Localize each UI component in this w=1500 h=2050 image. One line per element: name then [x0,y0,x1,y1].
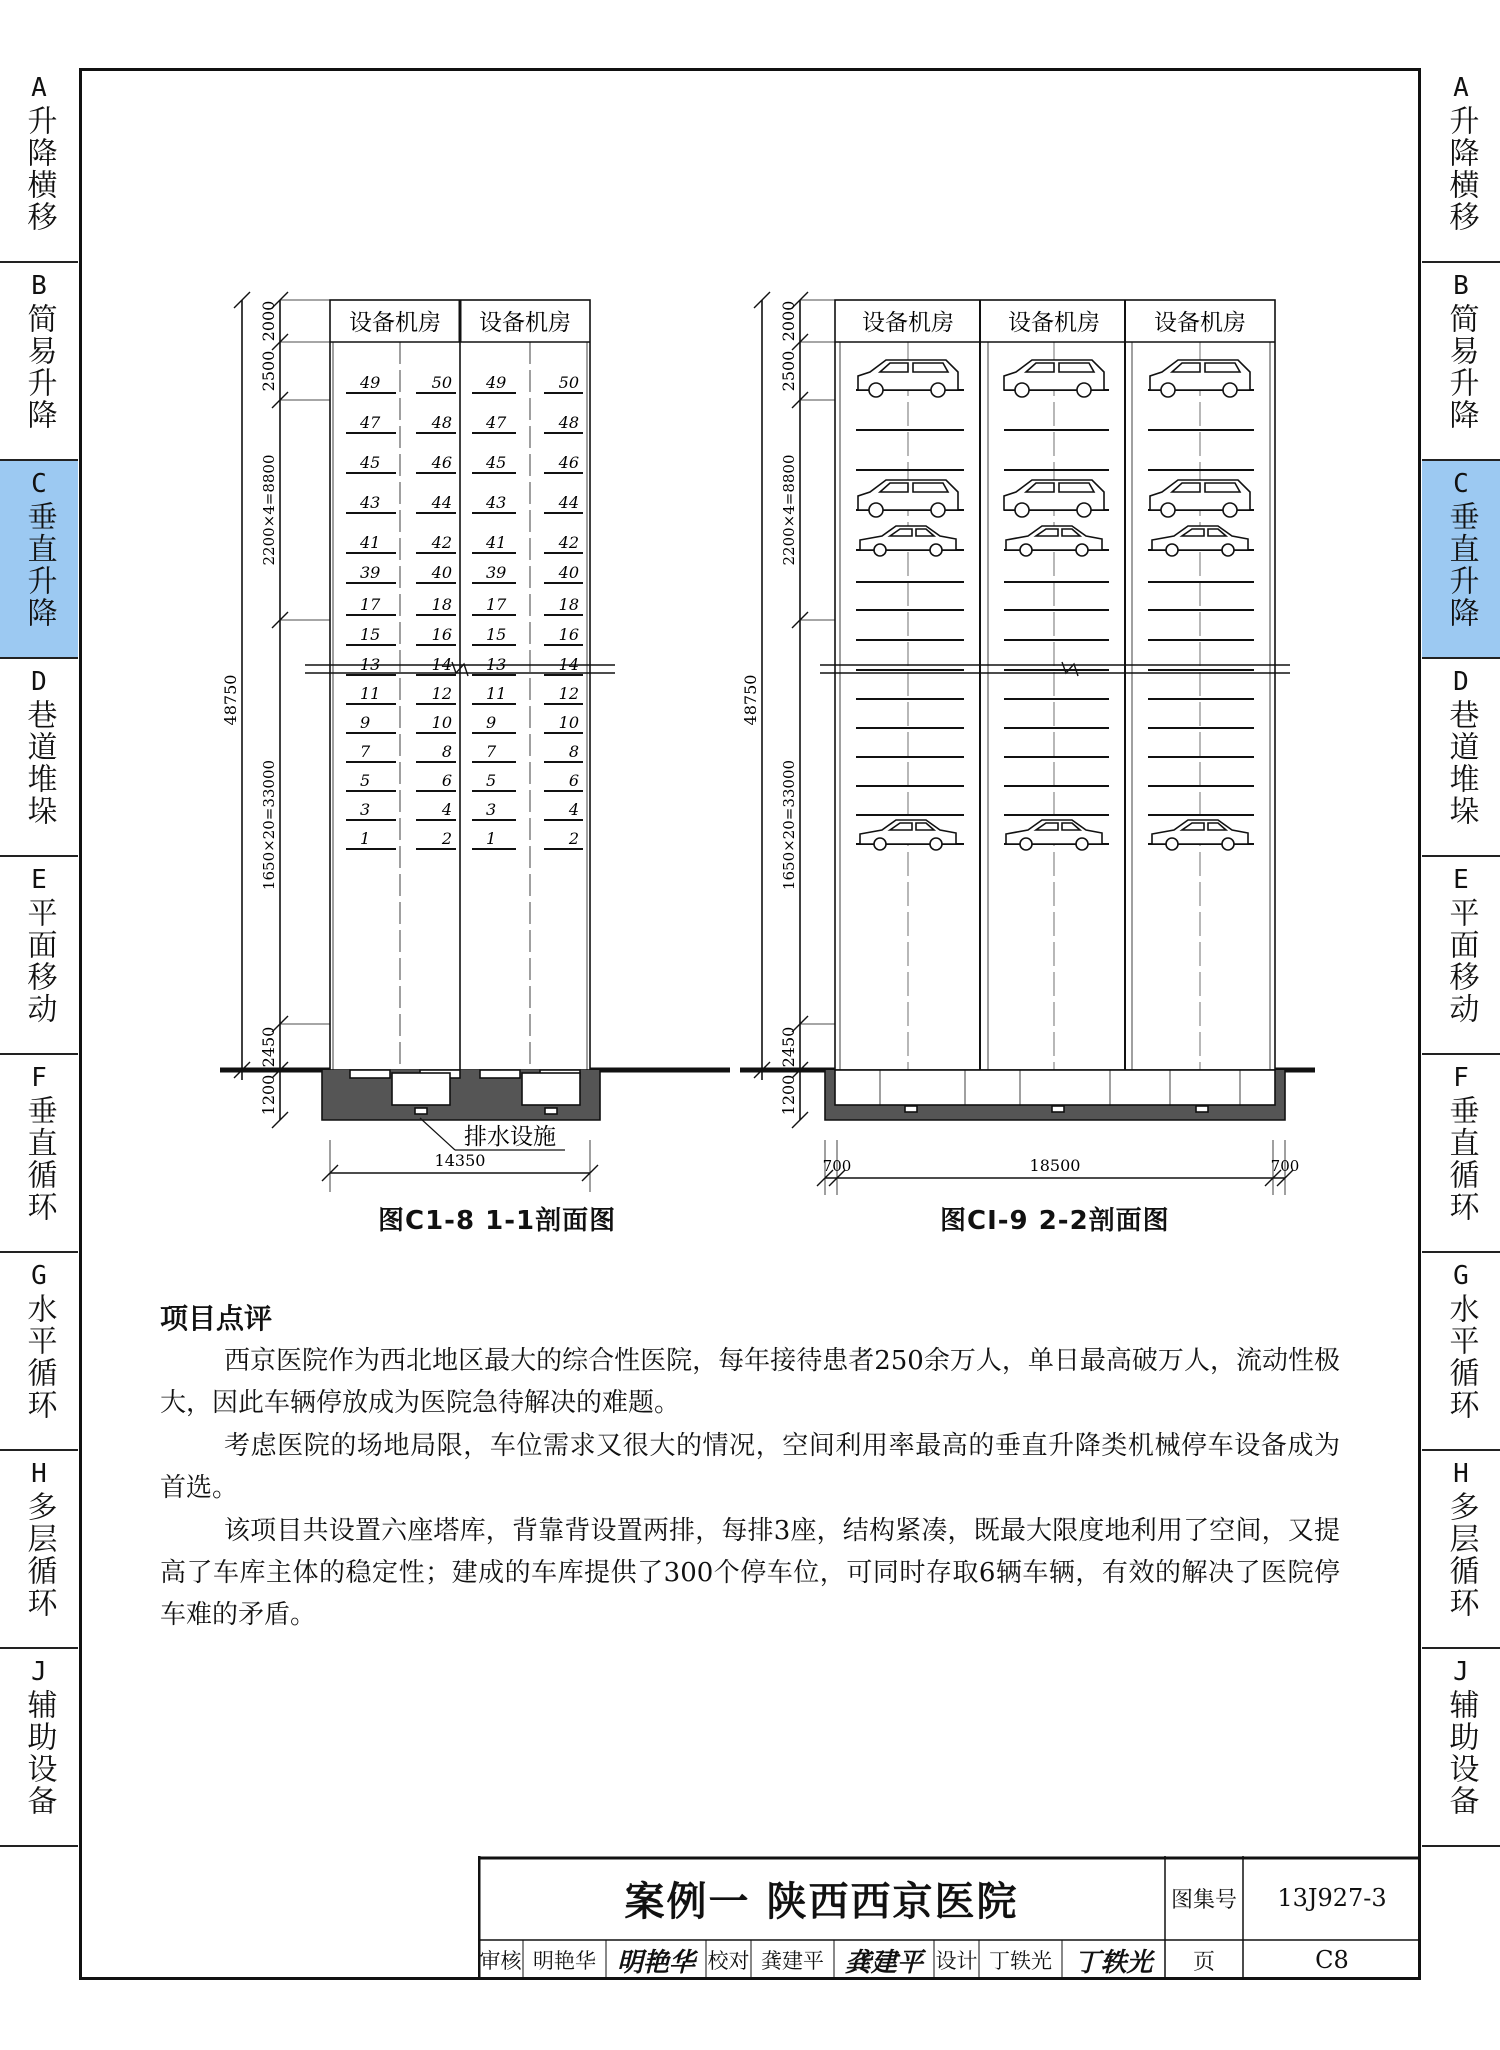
slot-number: 18 [558,595,579,614]
reviewer-signature: 明艳华 [616,1947,695,1978]
dim-pit: 1200 [779,1074,798,1116]
sidebar-tab-b[interactable] [0,263,78,461]
slot-number: 39 [360,563,381,582]
sidebar-tab-g[interactable] [0,1253,78,1451]
wheel-icon [930,544,942,556]
wheel-icon [869,383,883,397]
slot-number: 5 [360,771,371,790]
dim-lower: 1650×20=33000 [260,759,278,891]
figure-1-caption: 图C1-8 1-1剖面图 [378,1206,617,1236]
wheel-icon [931,383,945,397]
sidebar-tab-e[interactable] [1422,857,1500,1055]
tab-label: 平面移动 [1443,897,1479,1025]
sidebar-tab-j[interactable] [1422,1649,1500,1847]
slot-number: 6 [568,771,579,790]
slot-number: 2 [568,829,579,848]
dim-pit: 1200 [259,1074,278,1116]
wheel-icon [1166,544,1178,556]
figure-2-caption: 图CI-9 2-2剖面图 [940,1206,1170,1236]
wheel-icon [1077,383,1091,397]
sidebar-tab-a[interactable] [1422,65,1500,263]
machine-room-label: 设备机房 [1008,310,1100,336]
slot-number: 40 [558,563,579,582]
tab-label: 垂直升降 [21,501,57,629]
tab-label: 简易升降 [1443,303,1479,431]
slot-number: 44 [558,493,579,512]
machine-room-label: 设备机房 [1154,310,1246,336]
tab-letter: B [31,271,47,301]
sidebar-tab-f[interactable] [0,1055,78,1253]
wheel-icon [1015,383,1029,397]
atlas-number: 13J927-3 [1277,1884,1387,1912]
wheel-icon [1076,544,1088,556]
slot-number: 10 [558,713,579,732]
tab-letter: F [31,1063,47,1093]
slot-number: 50 [431,373,452,392]
sidebar-tab-h[interactable] [0,1451,78,1649]
dim-total-height: 48750 [741,674,760,726]
designer-signature: 丁轶光 [1074,1947,1153,1978]
parking-slot-grid [346,373,583,849]
dim-width: 14350 [434,1151,486,1170]
tab-label: 水平循环 [21,1293,57,1421]
tab-label: 升降横移 [1443,105,1479,233]
sidebar-tab-d[interactable] [0,659,78,857]
page-number: C8 [1315,1946,1349,1974]
tab-label: 垂直循环 [1443,1095,1479,1223]
slot-number: 14 [558,655,579,674]
slot-number: 10 [431,713,452,732]
wheel-icon [874,544,886,556]
check-label: 校对 [707,1949,750,1973]
slot-number: 15 [360,625,381,644]
slot-number: 13 [360,655,381,674]
dim-mid: 2200×4=8800 [780,454,798,566]
slot-number: 49 [360,373,381,392]
slot-number: 11 [360,684,381,703]
slot-number: 9 [486,713,497,732]
tab-label: 巷道堆垛 [21,699,57,827]
wheel-icon [874,838,886,850]
sidebar-tab-a[interactable] [0,65,78,263]
design-label: 设计 [935,1949,978,1973]
slot-number: 11 [486,684,507,703]
slot-number: 50 [558,373,579,392]
tab-letter: G [1453,1261,1469,1291]
slot-number: 1 [360,829,371,848]
tab-letter: F [1453,1063,1469,1093]
slot-number: 5 [486,771,497,790]
tab-letter: G [31,1261,47,1291]
slot-number: 16 [558,625,579,644]
tab-label: 升降横移 [21,105,57,233]
wheel-icon [1223,383,1237,397]
tab-label: 多层循环 [21,1491,57,1619]
review-paragraph: 该项目共设置六座塔库，背靠背设置两排，每排3座，结构紧凑，既最大限度地利用了空间，又提高了车库主体的稳定性；建成的车库提供了300个停车位，可同时存取6辆车辆，有效的解决了医院停车难的矛盾。 [160,1516,1340,1630]
slot-number: 17 [360,595,381,614]
sidebar-tab-c[interactable] [1422,461,1500,659]
slot-number: 15 [486,625,507,644]
review-title: 项目点评 [160,1302,273,1335]
dim-lower: 1650×20=33000 [780,759,798,891]
sidebar-tab-g[interactable] [1422,1253,1500,1451]
review-paragraph: 考虑医院的场地局限，车位需求又很大的情况，空间利用率最高的垂直升降类机械停车设备成为首选。 [160,1431,1340,1503]
title-block [478,1856,1421,1980]
slot-number: 1 [486,829,497,848]
dim-upper: 2500 [259,350,278,392]
slot-number: 14 [431,655,452,674]
section-drawing-1-1 [220,280,740,1210]
wheel-icon [930,838,942,850]
tab-label: 辅助设备 [21,1689,57,1817]
drain-label: 排水设施 [464,1124,556,1150]
tab-letter: E [31,865,47,895]
tab-letter: C [31,469,47,499]
slot-number: 2 [441,829,452,848]
wheel-icon [1020,838,1032,850]
dim-width-main: 18500 [1029,1156,1081,1175]
dim-width-right: 700 [1270,1157,1300,1175]
slot-number: 45 [486,453,507,472]
slot-number: 41 [360,533,381,552]
sidebar-tab-e[interactable] [0,857,78,1055]
checker-name: 龚建平 [761,1949,824,1973]
slot-number: 8 [441,742,452,761]
wheel-icon [1223,503,1237,517]
tab-letter: C [1453,469,1469,499]
tab-letter: J [1453,1657,1469,1687]
machine-room-label: 设备机房 [479,310,571,336]
wheel-icon [1161,383,1175,397]
sidebar-right [1422,65,1500,1847]
wheel-icon [1222,544,1234,556]
page-label: 页 [1192,1949,1215,1975]
dim-mid: 2200×4=8800 [260,454,278,566]
slot-number: 9 [360,713,371,732]
slot-number: 12 [558,684,579,703]
review-paragraph: 西京医院作为西北地区最大的综合性医院，每年接待患者250余万人，单日最高破万人，流动性极大，因此车辆停放成为医院急待解决的难题。 [160,1346,1340,1418]
reviewer-name: 明艳华 [533,1949,596,1973]
dim-machine-room: 2000 [259,300,278,342]
machine-room-label: 设备机房 [349,310,441,336]
slot-number: 45 [360,453,381,472]
drawing-title: 案例一 陕西西京医院 [624,1878,1019,1925]
wheel-icon [1166,838,1178,850]
slot-number: 47 [360,413,381,432]
tab-label: 垂直升降 [1443,501,1479,629]
slot-number: 4 [441,800,452,819]
machine-room-label: 设备机房 [862,310,954,336]
slot-number: 40 [431,563,452,582]
tab-label: 巷道堆垛 [1443,699,1479,827]
slot-number: 46 [558,453,579,472]
atlas-label: 图集号 [1170,1887,1237,1913]
slot-number: 48 [558,413,579,432]
tab-letter: H [1453,1459,1469,1489]
tab-letter: J [31,1657,47,1687]
slot-number: 3 [486,800,497,819]
tab-label: 简易升降 [21,303,57,431]
slot-number: 17 [486,595,507,614]
wheel-icon [1222,838,1234,850]
slot-number: 43 [486,493,507,512]
section-drawing-2-2 [740,280,1320,1210]
sidebar-left [0,65,78,1847]
tab-label: 水平循环 [1443,1293,1479,1421]
dim-total-height: 48750 [221,674,240,726]
slot-number: 13 [486,655,507,674]
wheel-icon [931,503,945,517]
tab-label: 垂直循环 [21,1095,57,1223]
dim-bottom: 2450 [259,1026,278,1068]
tab-letter: A [1453,73,1469,103]
slot-number: 43 [360,493,381,512]
slot-number: 7 [486,742,497,761]
slot-number: 4 [568,800,579,819]
wheel-icon [1015,503,1029,517]
wheel-icon [1076,838,1088,850]
sidebar-tab-j[interactable] [0,1649,78,1847]
tab-label: 辅助设备 [1443,1689,1479,1817]
slot-number: 6 [441,771,452,790]
wheel-icon [1161,503,1175,517]
slot-number: 8 [568,742,579,761]
sidebar-tab-c[interactable] [0,461,78,659]
dim-bottom: 2450 [779,1026,798,1068]
sidebar-tab-d[interactable] [1422,659,1500,857]
checker-signature: 龚建平 [844,1947,923,1978]
tab-label: 多层循环 [1443,1491,1479,1619]
wheel-icon [1077,503,1091,517]
tab-letter: D [31,667,47,697]
slot-number: 47 [486,413,507,432]
wheel-icon [1020,544,1032,556]
slot-number: 49 [486,373,507,392]
slot-number: 42 [431,533,452,552]
slot-number: 12 [431,684,452,703]
dim-width-left: 700 [822,1157,852,1175]
building-outline [835,300,1275,1070]
slot-number: 7 [360,742,371,761]
wheel-icon [869,503,883,517]
tab-label: 平面移动 [21,897,57,1025]
designer-name: 丁轶光 [989,1949,1052,1973]
slot-number: 48 [431,413,452,432]
dim-upper: 2500 [779,350,798,392]
tab-letter: A [31,73,47,103]
tab-letter: D [1453,667,1469,697]
slot-number: 3 [360,800,371,819]
sidebar-tab-h[interactable] [1422,1451,1500,1649]
slot-number: 46 [431,453,452,472]
sidebar-tab-f[interactable] [1422,1055,1500,1253]
sidebar-tab-b[interactable] [1422,263,1500,461]
tab-letter: E [1453,865,1469,895]
slot-number: 39 [486,563,507,582]
slot-number: 18 [431,595,452,614]
tab-letter: H [31,1459,47,1489]
review-label: 审核 [479,1949,522,1973]
slot-number: 42 [558,533,579,552]
slot-number: 44 [431,493,452,512]
tab-letter: B [1453,271,1469,301]
slot-number: 41 [486,533,507,552]
parking-shelves [856,390,1254,844]
dim-machine-room: 2000 [779,300,798,342]
slot-number: 16 [431,625,452,644]
